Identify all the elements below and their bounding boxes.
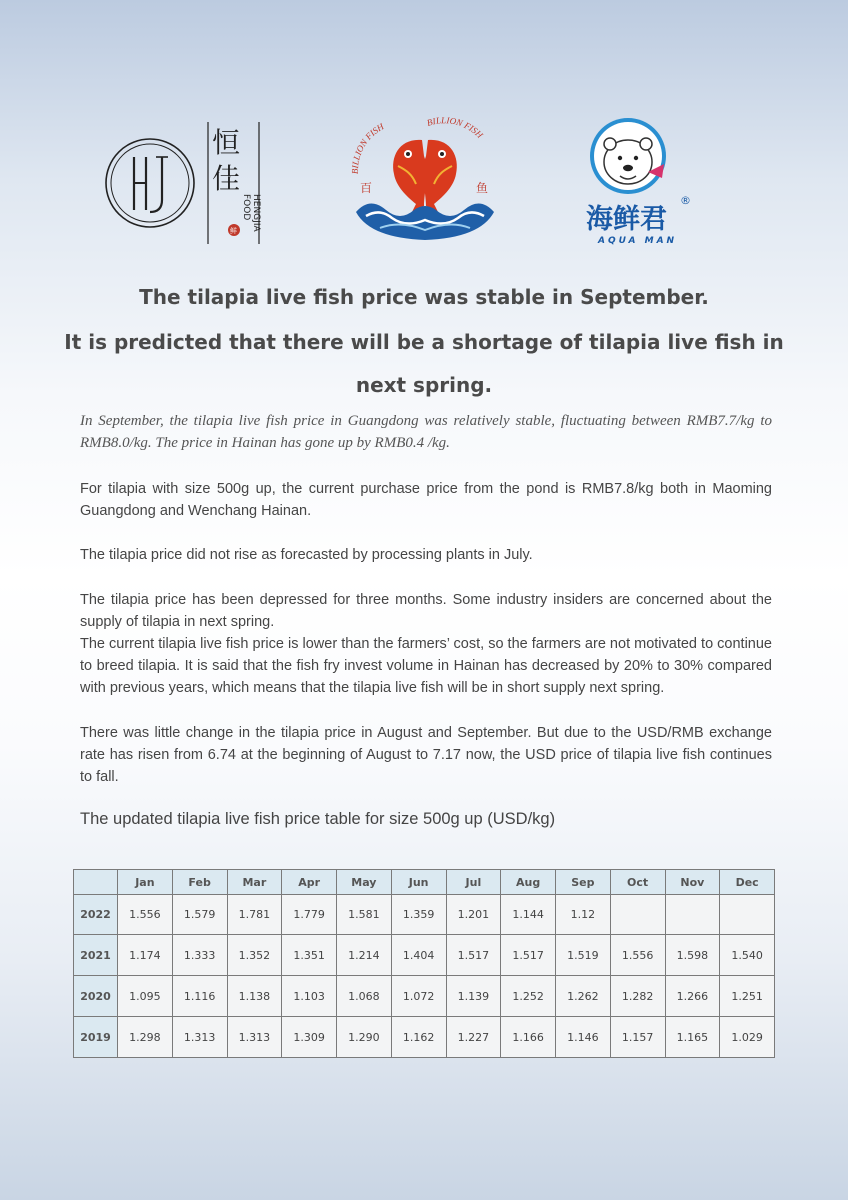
billion-fish-arc-left: BILLION FISH: [350, 121, 386, 175]
price-cell: 1.519: [556, 935, 611, 976]
price-cell: 1.556: [610, 935, 665, 976]
right-fish-icon: [423, 140, 457, 212]
month-header: Dec: [720, 870, 775, 895]
table-row: [74, 935, 775, 976]
month-header: Aug: [501, 870, 556, 895]
table-corner-cell: [74, 870, 118, 895]
price-cell: 1.517: [446, 935, 501, 976]
hengjia-food-logo: [104, 122, 264, 244]
price-cell: 1.404: [391, 935, 446, 976]
aquaman-registered: ®: [680, 194, 691, 207]
price-cell: 1.144: [501, 895, 556, 935]
paragraph-supply-concern: The tilapia price has been depressed for three months. Some industry insiders are concerned about the supply of tilapia in next spring.: [80, 592, 772, 630]
billion-fish-chinese-left: 百: [360, 181, 373, 195]
price-cell: 1.781: [227, 895, 282, 935]
price-cell: 1.313: [227, 1017, 282, 1058]
price-cell: 1.029: [720, 1017, 775, 1058]
price-cell: 1.174: [118, 935, 173, 976]
paragraph-exchange-rate: There was little change in the tilapia price in August and September. But due to the USD/RMB exchange rate has risen from 6.74 at the beginning of August to 7.17 now, the USD price of tilapia live fish continues to fall.: [80, 725, 772, 785]
month-header: May: [337, 870, 392, 895]
price-cell: 1.282: [610, 976, 665, 1017]
month-header: Jan: [118, 870, 173, 895]
price-cell: 1.252: [501, 976, 556, 1017]
price-table: [73, 869, 775, 1058]
month-header: Oct: [610, 870, 665, 895]
price-cell: 1.313: [172, 1017, 227, 1058]
paragraph-farmer-cost: The current tilapia live fish price is lower than the farmers’ cost, so the farmers are not motivated to continue to breed tilapia. It is said that the fish fry invest volume in Hainan has decreased by 20% to 30% compared with previous years, which means that the tilapia live fish will be in short supply next spring.: [80, 636, 772, 696]
headline-line-2: It is predicted that there will be a shortage of tilapia live fish in: [64, 330, 784, 354]
table-row: [74, 895, 775, 935]
price-cell: 1.290: [337, 1017, 392, 1058]
price-cell: 1.162: [391, 1017, 446, 1058]
hengjia-chinese-1: 恒: [212, 126, 241, 159]
price-cell: 1.581: [337, 895, 392, 935]
year-cell: 2019: [74, 1017, 118, 1058]
price-cell: 1.166: [501, 1017, 556, 1058]
price-cell: 1.298: [118, 1017, 173, 1058]
price-cell: 1.146: [556, 1017, 611, 1058]
hengjia-english-name: HENGJIA: [251, 194, 261, 232]
month-header: Jun: [391, 870, 446, 895]
price-cell: 1.779: [282, 895, 337, 935]
price-cell: 1.068: [337, 976, 392, 1017]
wave-icon: [356, 203, 494, 240]
price-cell: [720, 895, 775, 935]
year-cell: 2020: [74, 976, 118, 1017]
price-cell: 1.103: [282, 976, 337, 1017]
price-cell: 1.227: [446, 1017, 501, 1058]
price-cell: 1.12: [556, 895, 611, 935]
price-cell: 1.352: [227, 935, 282, 976]
price-cell: 1.262: [556, 976, 611, 1017]
price-cell: 1.165: [665, 1017, 720, 1058]
price-cell: 1.598: [665, 935, 720, 976]
billion-fish-arc-right: BILLION FISH: [425, 115, 485, 141]
price-cell: [665, 895, 720, 935]
month-header: Nov: [665, 870, 720, 895]
table-caption: The updated tilapia live fish price table for size 500g up (USD/kg): [80, 810, 556, 828]
paragraph-forecast: The tilapia price did not rise as forecasted by processing plants in July.: [80, 547, 533, 563]
price-cell: 1.214: [337, 935, 392, 976]
price-cell: 1.333: [172, 935, 227, 976]
billion-fish-logo: [350, 112, 500, 246]
billion-fish-chinese-right: 鱼: [476, 181, 489, 195]
price-cell: 1.251: [720, 976, 775, 1017]
month-header: Apr: [282, 870, 337, 895]
price-cell: 1.540: [720, 935, 775, 976]
price-cell: 1.072: [391, 976, 446, 1017]
intro-paragraph: In September, the tilapia live fish price in Guangdong was relatively stable, fluctuating between RMB7.7/kg to RMB8.0/kg. The price in Hainan has gone up by RMB0.4 /kg.: [80, 413, 772, 451]
price-cell: 1.201: [446, 895, 501, 935]
price-cell: 1.579: [172, 895, 227, 935]
price-cell: 1.309: [282, 1017, 337, 1058]
hengjia-english-food: FOOD: [241, 194, 251, 221]
year-cell: 2021: [74, 935, 118, 976]
aquaman-english: AQUA MAN: [598, 236, 678, 246]
left-fish-icon: [393, 140, 427, 212]
price-cell: 1.157: [610, 1017, 665, 1058]
price-cell: 1.351: [282, 935, 337, 976]
headline-line-3: next spring.: [355, 373, 493, 397]
year-cell: 2022: [74, 895, 118, 935]
price-cell: 1.556: [118, 895, 173, 935]
table-header-row: [74, 870, 775, 895]
price-cell: 1.266: [665, 976, 720, 1017]
svg-text:鲜: 鲜: [230, 227, 237, 235]
headline-line-1: The tilapia live fish price was stable in September.: [139, 285, 709, 309]
table-row: [74, 1017, 775, 1058]
price-cell: [610, 895, 665, 935]
price-cell: 1.517: [501, 935, 556, 976]
paragraph-purchase-price: For tilapia with size 500g up, the current purchase price from the pond is RMB7.8/kg both in Maoming Guangdong and Wenchang Hainan.: [80, 481, 772, 519]
table-row: [74, 976, 775, 1017]
price-cell: 1.359: [391, 895, 446, 935]
price-cell: 1.139: [446, 976, 501, 1017]
month-header: Jul: [446, 870, 501, 895]
aquaman-chinese: 海鲜君: [586, 204, 667, 235]
month-header: Feb: [172, 870, 227, 895]
month-header: Mar: [227, 870, 282, 895]
price-cell: 1.095: [118, 976, 173, 1017]
aquaman-logo: [584, 116, 704, 250]
price-cell: 1.138: [227, 976, 282, 1017]
hengjia-chinese-2: 佳: [212, 162, 241, 195]
month-header: Sep: [556, 870, 611, 895]
price-cell: 1.116: [172, 976, 227, 1017]
